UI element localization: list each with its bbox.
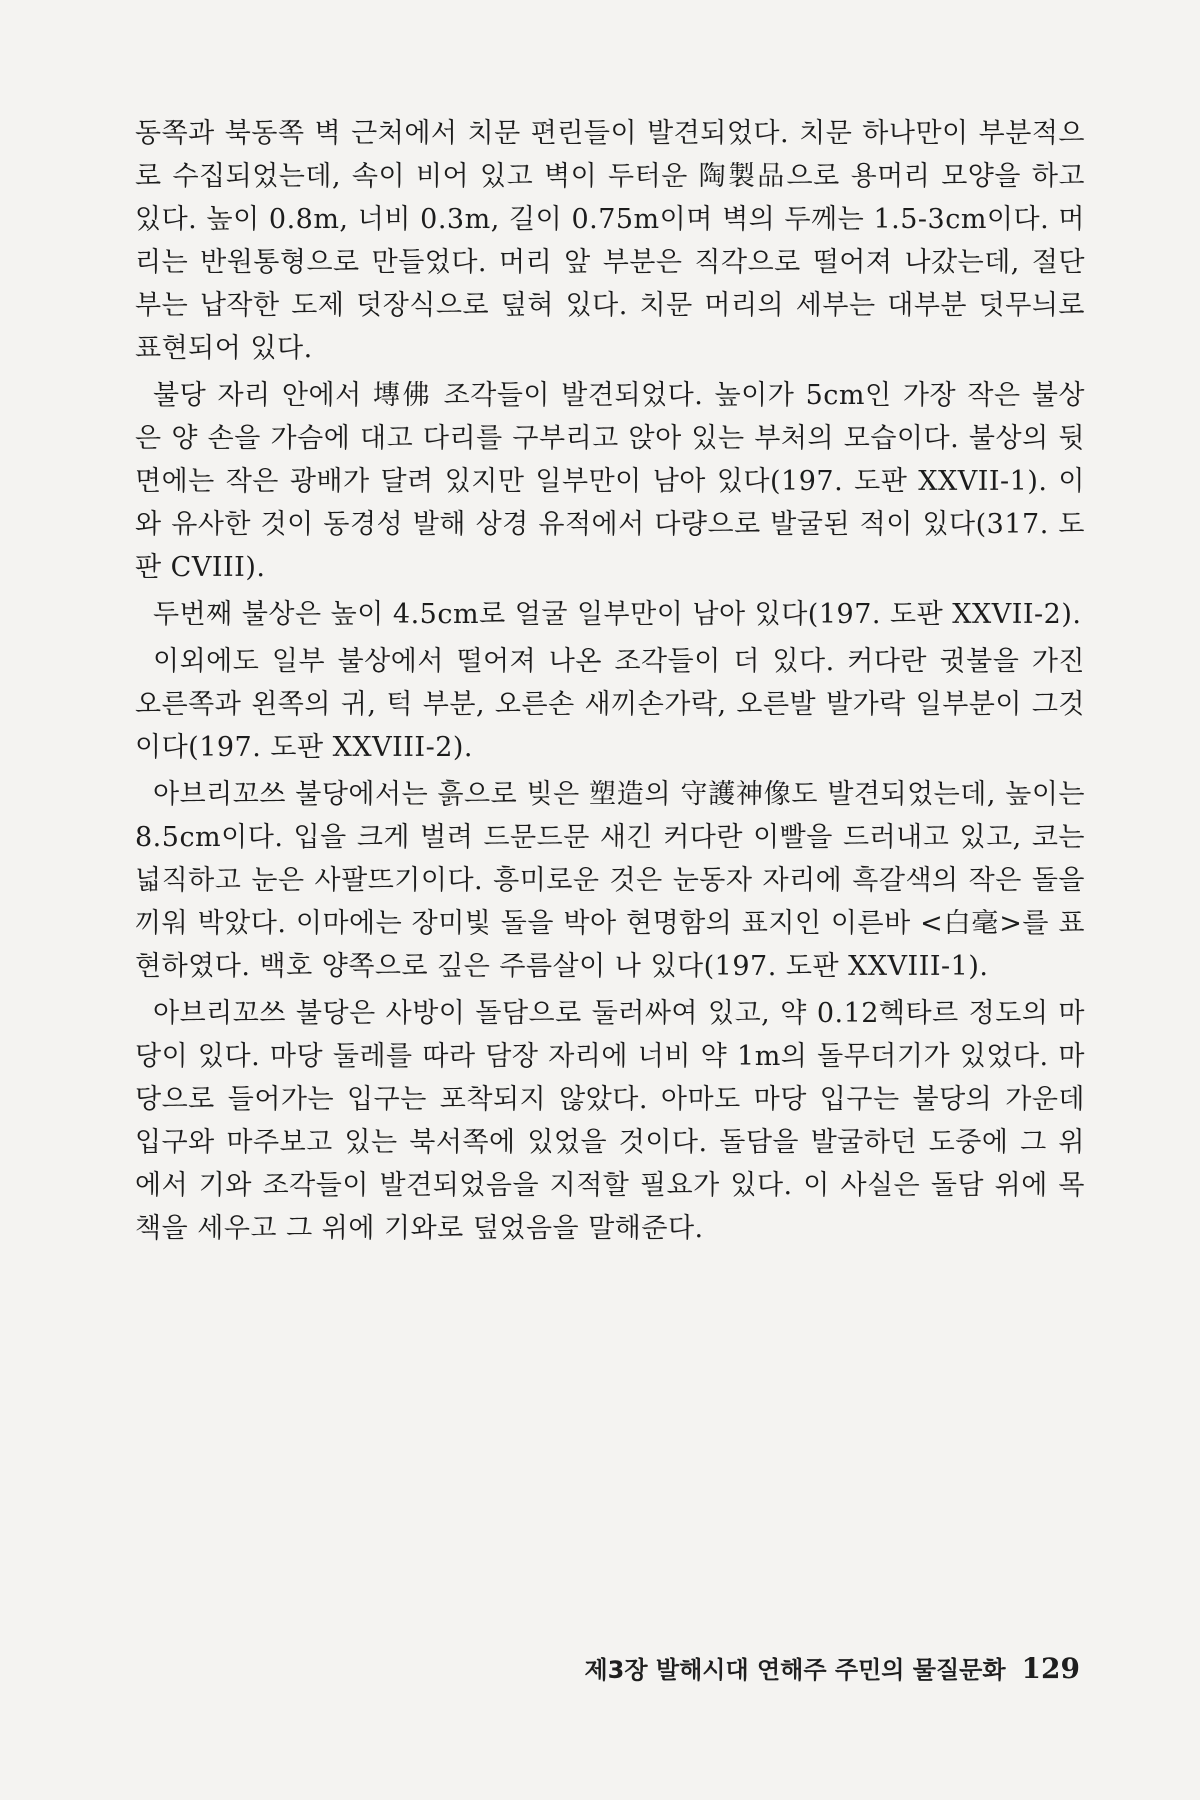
- paragraph-chimun: 동쪽과 북동쪽 벽 근처에서 치문 편린들이 발견되었다. 치문 하나만이 부분적으로 수집되었는데, 속이 비어 있고 벽이 두터운 陶製品으로 용머리 모양을 하고 있다. 높이 0.8m, 너비 0.3m, 길이 0.75m이며 벽의 두께는 1.5-3cm이다. 머리는 반원통형으로 만들었다. 머리 앞 부분은 직각으로 떨어져 나갔는데, 절단부는 납작한 도제 덧장식으로 덮혀 있다. 치문 머리의 세부는 대부분 덧무늬로 표현되어 있다.: [135, 118, 1085, 364]
- paragraph-second-buddha: 두번째 불상은 높이 4.5cm로 얼굴 일부만이 남아 있다(197. 도판 XXVII-2).: [153, 599, 1082, 630]
- paragraph-jeonbul: 불당 자리 안에서 塼佛 조각들이 발견되었다. 높이가 5cm인 가장 작은 불상은 양 손을 가슴에 대고 다리를 구부리고 앉아 있는 부처의 모습이다. 불상의 뒷면에는 작은 광배가 달려 있지만 일부만이 남아 있다(197. 도판 XXVII-1). 이와 유사한 것이 동경성 발해 상경 유적에서 다량으로 발굴된 적이 있다(317. 도판 CVIII).: [135, 380, 1085, 583]
- page-body: [135, 112, 1085, 1732]
- paragraph-guardian-statue: 아브리꼬쓰 불당에서는 흙으로 빚은 塑造의 守護神像도 발견되었는데, 높이는 8.5cm이다. 입을 크게 벌려 드문드문 새긴 커다란 이빨을 드러내고 있고, 코는 넓직하고 눈은 사팔뜨기이다. 흥미로운 것은 눈동자 자리에 흑갈색의 작은 돌을 끼워 박았다. 이마에는 장미빛 돌을 박아 현명함의 표지인 이른바 <白毫>를 표현하였다. 백호 양쪽으로 깊은 주름살이 나 있다(197. 도판 XXVIII-1).: [135, 779, 1085, 982]
- paragraph-fragments: 이외에도 일부 불상에서 떨어져 나온 조각들이 더 있다. 커다란 귓불을 가진 오른쪽과 왼쪽의 귀, 턱 부분, 오른손 새끼손가락, 오른발 발가락 일부분이 그것이다(197. 도판 XXVIII-2).: [135, 646, 1085, 763]
- page-number: 129: [1021, 1652, 1080, 1685]
- chapter-title: 제3장 발해시대 연해주 주민의 물질문화: [584, 1656, 1006, 1684]
- paragraph-stone-wall: 아브리꼬쓰 불당은 사방이 돌담으로 둘러싸여 있고, 약 0.12헥타르 정도의 마당이 있다. 마당 둘레를 따라 담장 자리에 너비 약 1m의 돌무더기가 있었다. 마당으로 들어가는 입구는 포착되지 않았다. 아마도 마당 입구는 불당의 가운데 입구와 마주보고 있는 북서쪽에 있었을 것이다. 돌담을 발굴하던 도중에 그 위에서 기와 조각들이 발견되었음을 지적할 필요가 있다. 이 사실은 돌담 위에 목책을 세우고 그 위에 기와로 덮었음을 말해준다.: [135, 998, 1085, 1244]
- running-footer: [584, 1650, 1080, 1685]
